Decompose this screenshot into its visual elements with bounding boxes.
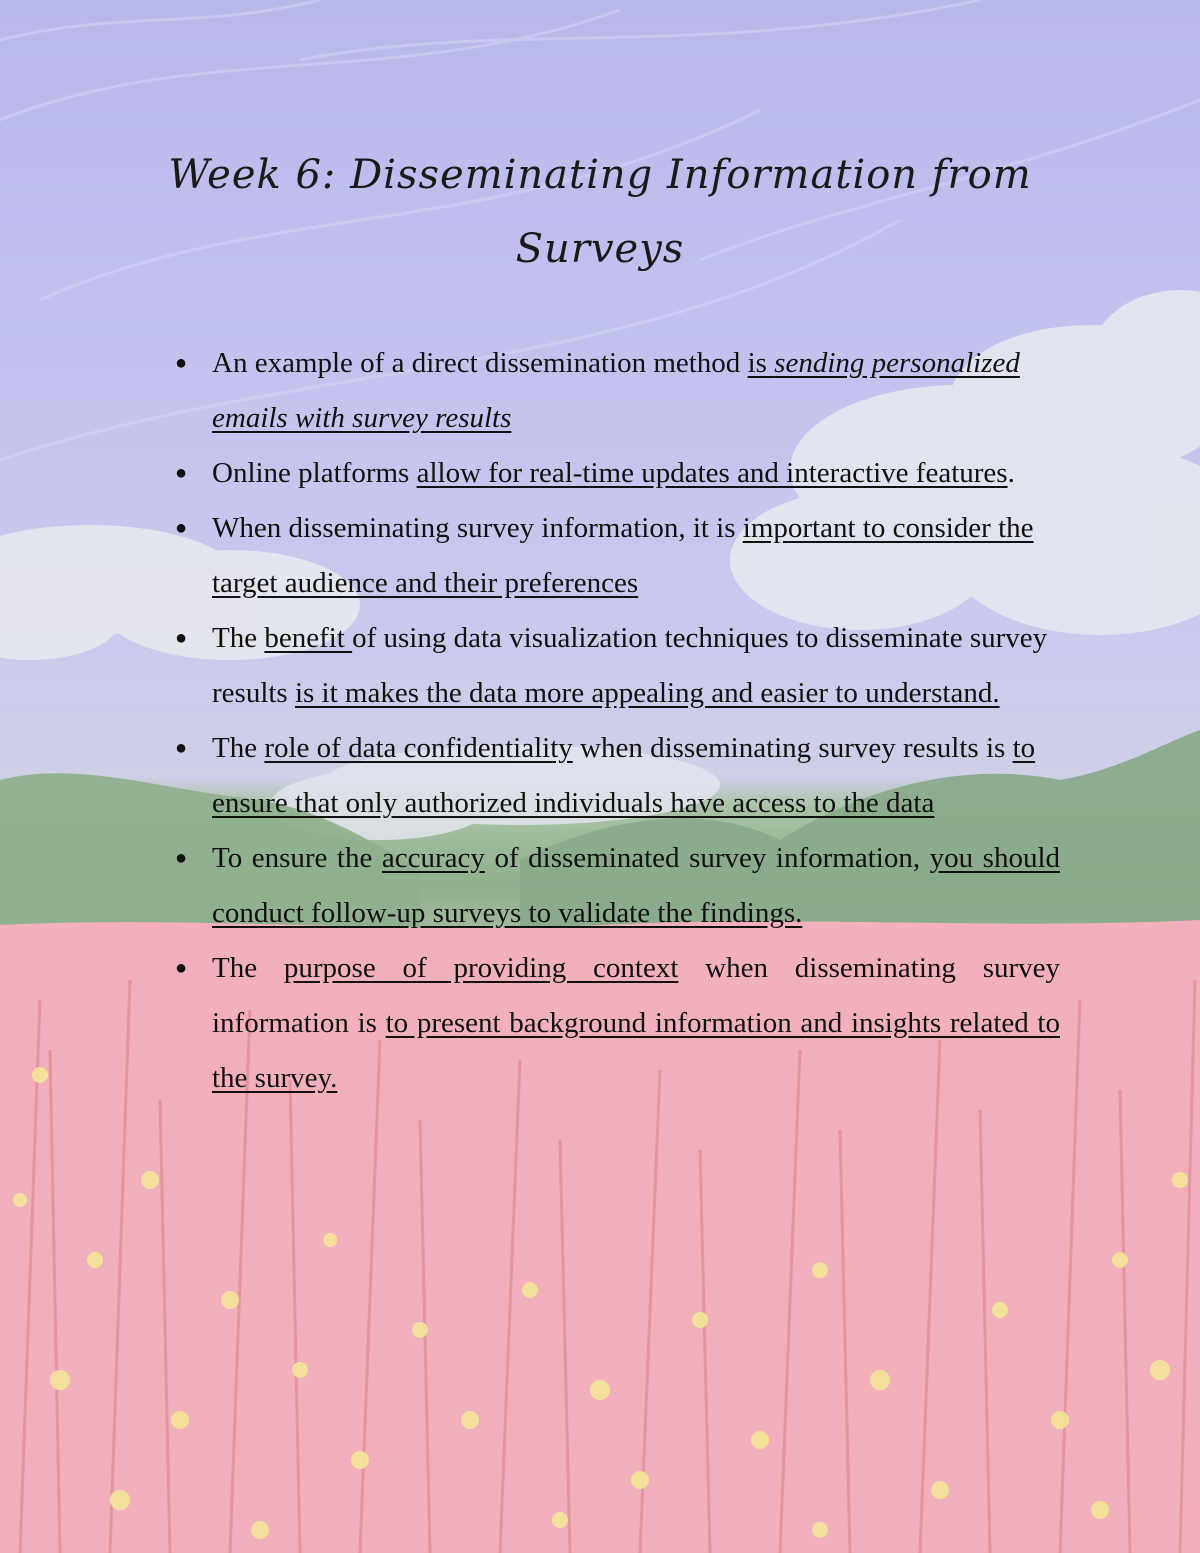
bullet-icon: ● [175, 847, 188, 869]
note-text: An example of a direct dissemination method [212, 347, 748, 379]
list-item [175, 611, 1060, 721]
list-item [175, 831, 1060, 941]
note-keyword: accuracy [381, 842, 485, 874]
note-answer: is it makes the data more appealing and easier to understand. [294, 677, 1000, 709]
note-text: . [1007, 457, 1015, 489]
note-keyword: purpose of providing context [283, 952, 679, 984]
note-text: when disseminating survey results is [572, 732, 1013, 764]
list-item [175, 446, 1060, 501]
note-text: The [212, 622, 265, 654]
note-answer: sending personalized emails with survey results [212, 347, 1020, 434]
note-text: of using data visualization techniques to disseminate survey results [212, 622, 1048, 709]
list-item [175, 721, 1060, 831]
list-item [175, 941, 1061, 1106]
note-answer: important to consider the target audience and their preferences [212, 512, 1034, 599]
bullet-icon: ● [175, 957, 188, 979]
list-item [175, 336, 1060, 446]
bullet-icon: ● [175, 352, 188, 374]
note-underlined: is [747, 347, 775, 379]
bullet-icon: ● [175, 737, 188, 759]
note-answer: allow for real-time updates and interactive features [416, 457, 1008, 489]
bullet-icon: ● [175, 627, 188, 649]
note-keyword: benefit [264, 622, 353, 654]
note-answer: to ensure that only authorized individuals have access to the data [212, 732, 1036, 819]
notes-list [175, 336, 1061, 1106]
bullet-icon: ● [175, 517, 188, 539]
note-answer: you should conduct follow-up surveys to validate the findings. [212, 842, 1060, 929]
note-keyword: role of data confidentiality [264, 732, 573, 764]
note-text: of disseminated survey information, [484, 842, 930, 874]
note-text: When disseminating survey information, it is [212, 512, 743, 544]
bullet-icon: ● [175, 462, 188, 484]
note-text: when disseminating survey information is [212, 952, 1061, 1039]
page-title-line-1: Week 6: Disseminating Information from [168, 152, 1032, 198]
note-text: The [212, 732, 265, 764]
list-item [175, 501, 1060, 611]
note-answer: to present background information and insights related to the survey. [212, 1007, 1060, 1094]
note-text: Online platforms [212, 457, 417, 489]
note-text: To ensure the [212, 842, 382, 874]
note-text: The [212, 952, 284, 984]
page-title-line-2: Surveys [515, 226, 685, 272]
